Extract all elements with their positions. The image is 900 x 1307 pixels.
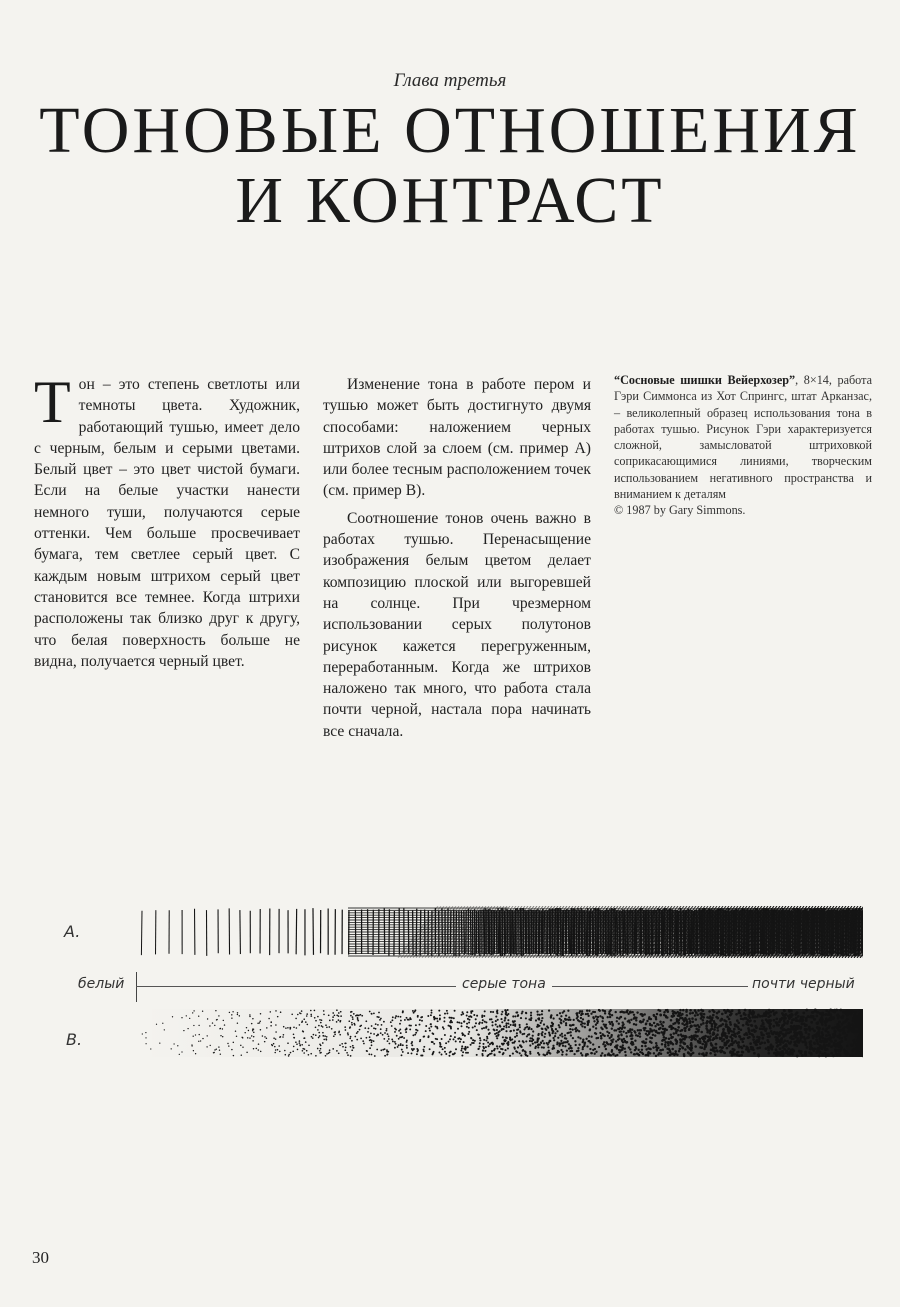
- label-a: A.: [64, 922, 81, 941]
- title-line-2: И КОНТРАСТ: [235, 164, 665, 237]
- scale-tick: [136, 972, 137, 1002]
- image-caption: [614, 372, 872, 519]
- title-line-1: ТОНОВЫЕ ОТНОШЕНИЯ: [39, 94, 861, 167]
- stipple-gradient: [138, 1008, 863, 1058]
- column2-paragraph-1: Изменение тона в работе пером и тушью может быть достигнуто двумя способами: наложением черных штрихов слой за слоем (см. пример А) или более тесным расположением точек (см. пример В).: [323, 376, 591, 500]
- scale-line: [136, 986, 748, 987]
- chapter-label: Глава третья: [393, 70, 507, 91]
- hatching-gradient: [138, 906, 863, 958]
- page-number: 30: [32, 1248, 49, 1267]
- column1-paragraph: [34, 369, 300, 672]
- text-column-1: [34, 369, 300, 672]
- stipple-strip: [138, 1008, 863, 1058]
- label-b: B.: [66, 1030, 83, 1049]
- column2-paragraph-2: Соотношение тонов очень важно в работах тушью. Перенасыщение изображения белым цветом делает композицию плоской или выгоревшей на солнце. При чрезмерном использовании серых полутонов рисунок кажется перегруженным, переработанным. Когда же штрихов наложено так много, что работа стала почти черной, настала пора начинать все сначала.: [323, 509, 591, 740]
- column1-text: он – это степень светлоты или темноты цвета. Художник, работающий тушью, имеет дело с черным, белым и серыми цветами. Белый цвет – это цвет чистой бумаги. Если на белые участки нанести немного туши, получаются серые оттенки. Чем больше просвечивает бумага, тем светлее серый цвет. С каждым новым штрихом серый цвет становится все темнее. Когда штрихи расположены так близко друг к другу, что белая поверхность больше не видна, получается черный цвет.: [34, 376, 300, 670]
- scale-label-white: белый: [78, 976, 125, 992]
- caption-title: “Сосновые шишки Вейерхозер”: [614, 373, 796, 387]
- text-column-2: [323, 374, 591, 742]
- page-title: [0, 96, 900, 236]
- hatching-strip: [138, 906, 863, 958]
- scale-label-dark: почти черный: [752, 976, 855, 992]
- caption-copyright: © 1987 by Gary Simmons.: [614, 503, 746, 518]
- drop-cap: Т: [34, 369, 71, 435]
- scale-label-gray: серые тона: [456, 976, 552, 992]
- caption-text: , 8×14, работа Гэри Симмонса из Хот Спрингс, штат Арканзас, – великолепный образец использования тона в работах тушью. Рисунок Гэри характеризуется сложной, замысловатой штриховкой соприкасающимися линиями, творческим использованием негативного пространства и вниманием к деталям: [614, 373, 872, 502]
